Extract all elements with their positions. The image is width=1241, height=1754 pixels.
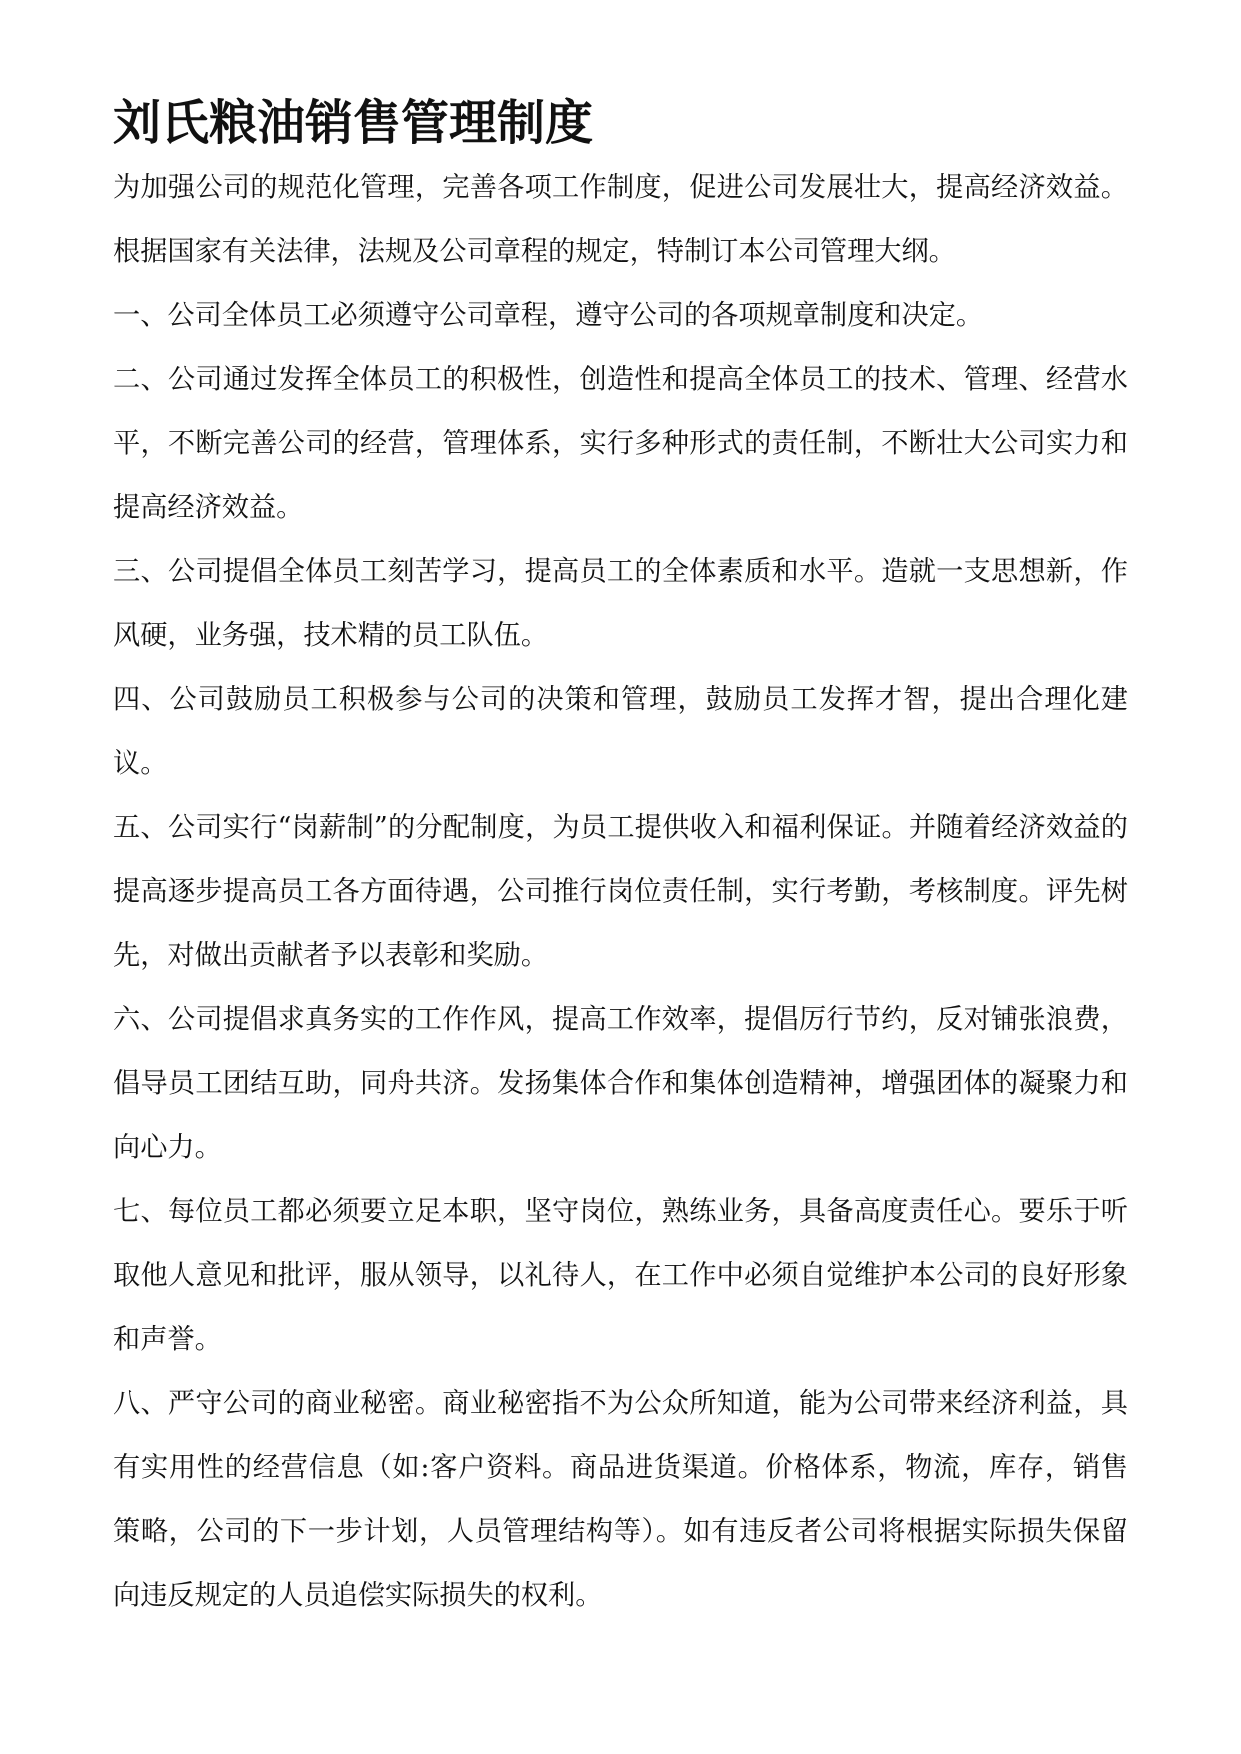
paragraph-7: 七、每位员工都必须要立足本职，坚守岗位，熟练业务，具备高度责任心。要乐于听取他人意见和批评，服从领导，以礼待人，在工作中必须自觉维护本公司的良好形象和声誉。 [113,1196,1128,1355]
paragraph-intro: 为加强公司的规范化管理，完善各项工作制度，促进公司发展壮大，提高经济效益。根据国家有关法律，法规及公司章程的规定，特制订本公司管理大纲。 [113,172,1128,267]
paragraph-2: 二、公司通过发挥全体员工的积极性，创造性和提高全体员工的技术、管理、经营水平，不断完善公司的经营，管理体系，实行多种形式的责任制，不断壮大公司实力和提高经济效益。 [113,364,1128,523]
paragraph-5: 五、公司实行“岗薪制”的分配制度，为员工提供收入和福利保证。并随着经济效益的提高逐步提高员工各方面待遇，公司推行岗位责任制，实行考勤，考核制度。评先树先，对做出贡献者予以表彰和奖励。 [113,812,1128,971]
paragraph-1: 一、公司全体员工必须遵守公司章程，遵守公司的各项规章制度和决定。 [113,300,984,331]
document-title: 刘氏粮油销售管理制度 [113,95,594,151]
paragraph-3: 三、公司提倡全体员工刻苦学习，提高员工的全体素质和水平。造就一支思想新，作风硬，业务强，技术精的员工队伍。 [113,556,1128,651]
document-body [113,156,1128,1628]
paragraph-4: 四、公司鼓励员工积极参与公司的决策和管理，鼓励员工发挥才智，提出合理化建议。 [113,684,1128,779]
paragraph-8: 八、严守公司的商业秘密。商业秘密指不为公众所知道，能为公司带来经济利益，具有实用性的经营信息（如:客户资料。商品进货渠道。价格体系，物流，库存，销售策略，公司的下一步计划，人员管理结构等）。如有违反者公司将根据实际损失保留向违反规定的人员追偿实际损失的权利。 [113,1388,1128,1611]
paragraph-6: 六、公司提倡求真务实的工作作风，提高工作效率，提倡厉行节约，反对铺张浪费，倡导员工团结互助，同舟共济。发扬集体合作和集体创造精神，增强团体的凝聚力和向心力。 [113,1004,1128,1163]
